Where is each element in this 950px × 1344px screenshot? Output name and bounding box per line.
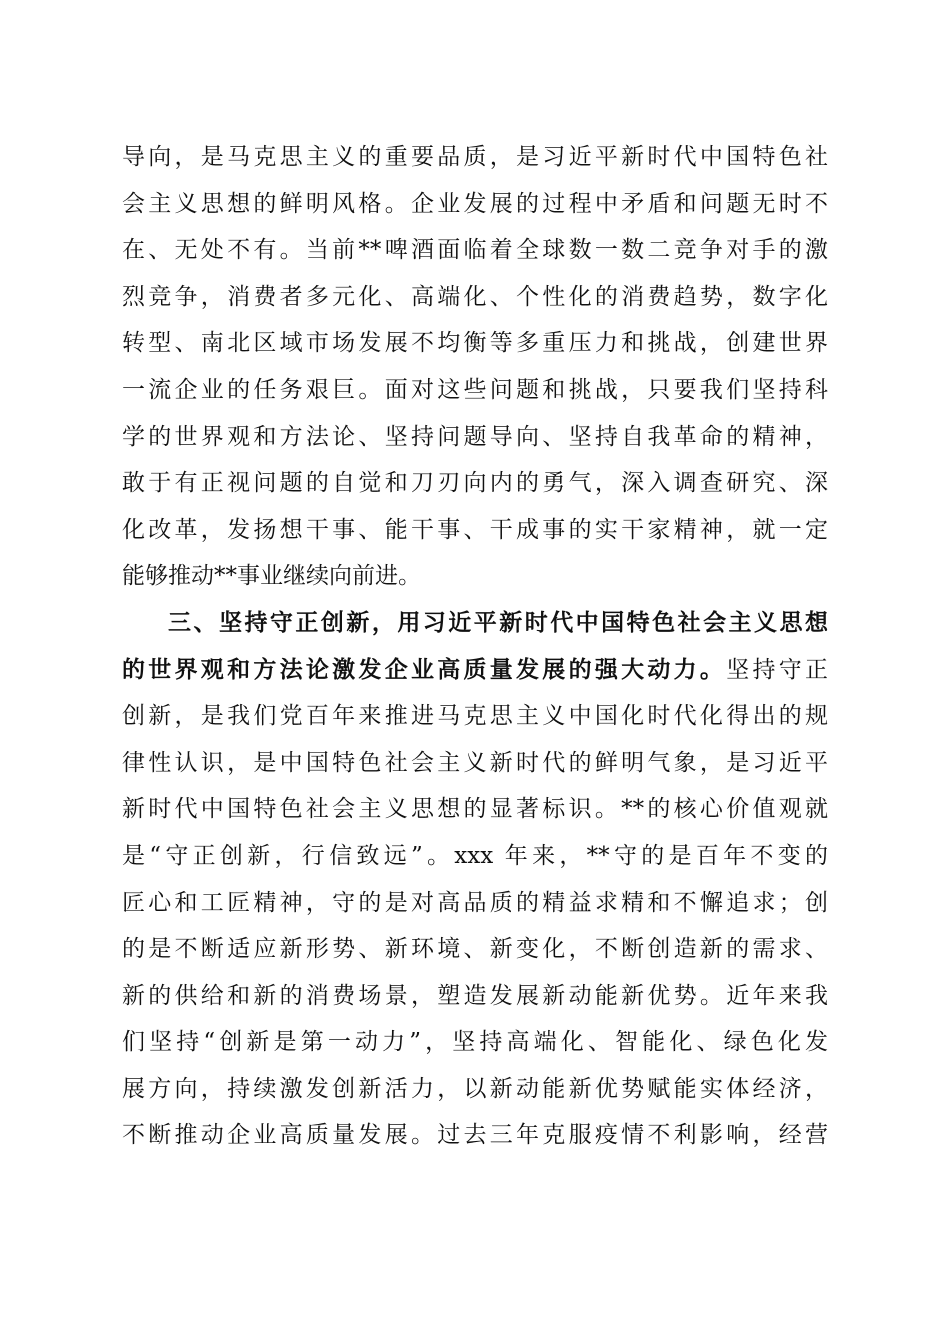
text-line: 学的世界观和方法论、坚持问题导向、坚持自我革命的精神， <box>122 423 828 450</box>
text-line: 是“守正创新，行信致远”。xxx 年来，**守的是百年不变的 <box>122 842 828 869</box>
text-line: 化改革，发扬想干事、能干事、干成事的实干家精神，就一定 <box>122 516 828 543</box>
text-line: 烈竞争，消费者多元化、高端化、个性化的消费趋势，数字化 <box>122 283 828 310</box>
body-text: 坚持守正 <box>726 656 828 683</box>
paragraph-2 <box>122 600 828 1159</box>
section-heading: 三、坚持守正创新，用习近平新时代中国特色社会主义思想 <box>168 608 828 636</box>
text-line: 的是不断适应新形势、新环境、新变化，不断创造新的需求、 <box>122 936 828 963</box>
text-line: 展方向，持续激发创新活力，以新动能新优势赋能实体经济， <box>122 1075 828 1102</box>
text-line: 们坚持“创新是第一动力”，坚持高端化、智能化、绿色化发 <box>122 1029 828 1056</box>
text-line: 新的供给和新的消费场景，塑造发展新动能新优势。近年来我 <box>122 982 828 1009</box>
text-line: 转型、南北区域市场发展不均衡等多重压力和挑战，创建世界 <box>122 330 828 357</box>
text-line: 匠心和工匠精神，守的是对高品质的精益求精和不懈追求；创 <box>122 889 828 916</box>
text-line: 会主义思想的鲜明风格。企业发展的过程中矛盾和问题无时不 <box>122 190 828 217</box>
text-line: 能够推动**事业继续向前进。 <box>122 563 421 590</box>
document-body <box>122 134 828 1159</box>
section-heading-continuation <box>122 647 828 694</box>
paragraph-1 <box>122 134 828 600</box>
text-line: 敢于有正视问题的自觉和刀刃向内的勇气，深入调查研究、深 <box>122 470 828 497</box>
section-heading-bold-text: 的世界观和方法论激发企业高质量发展的强大动力。 <box>122 655 727 683</box>
text-line: 导向，是马克思主义的重要品质，是习近平新时代中国特色社 <box>122 144 828 170</box>
text-line: 在、无处不有。当前**啤酒面临着全球数一数二竞争对手的激 <box>122 237 828 264</box>
text-line: 一流企业的任务艰巨。面对这些问题和挑战，只要我们坚持科 <box>122 376 828 403</box>
text-line: 律性认识，是中国特色社会主义新时代的鲜明气象，是习近平 <box>122 749 828 776</box>
text-line: 新时代中国特色社会主义思想的显著标识。**的核心价值观就 <box>122 796 828 823</box>
text-line: 创新，是我们党百年来推进马克思主义中国化时代化得出的规 <box>122 703 828 730</box>
text-line: 不断推动企业高质量发展。过去三年克服疫情不利影响，经营 <box>122 1122 828 1149</box>
